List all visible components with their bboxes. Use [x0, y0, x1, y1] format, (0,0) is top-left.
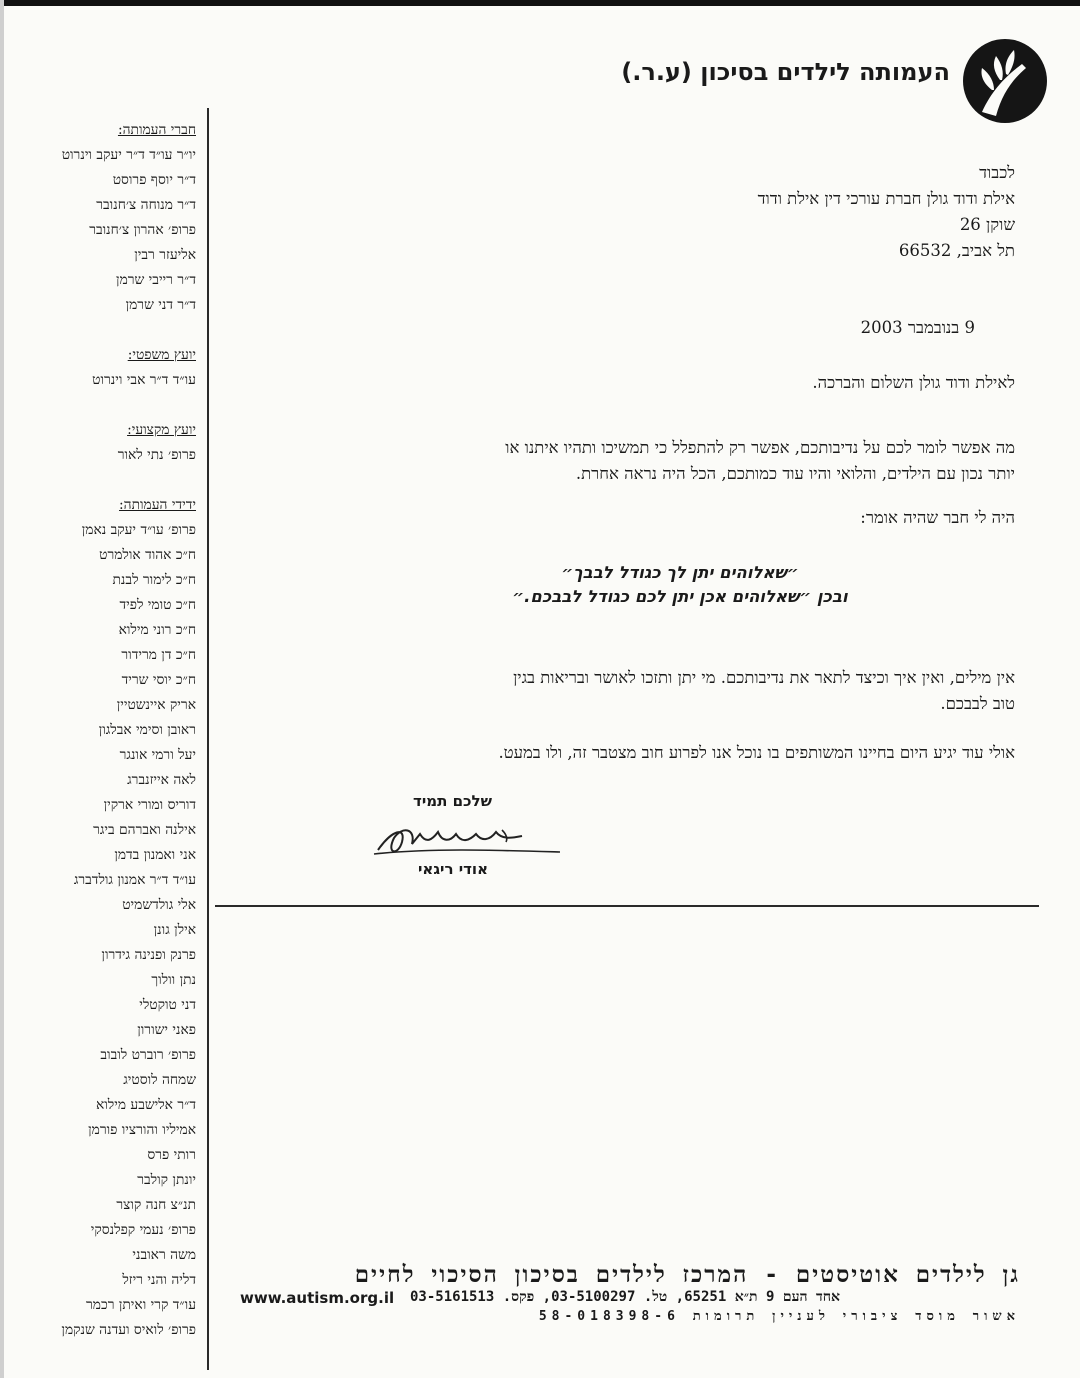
sidebar-item: אני ואמנון בדמן: [114, 847, 196, 863]
sidebar-item: ח״כ דן מרידור: [121, 647, 196, 663]
sidebar-item: אילן גונן: [153, 922, 196, 938]
sidebar-item: עו״ד ד״ר אמנון גולדברג: [73, 872, 196, 888]
sidebar-item: פרנק ופנינה גידרון: [101, 947, 196, 963]
recipient-line: תל אביב, 66532: [898, 241, 1015, 260]
signer-name: אודי ריגאי: [417, 860, 488, 878]
sidebar-item: עו״ד ד״ר אבי וינרוט: [92, 372, 196, 388]
sidebar-item: אלי גולדשמיט: [122, 897, 196, 913]
recipient-block: [360, 160, 1015, 264]
quote-block: [470, 561, 890, 609]
sidebar-item: ח״כ יוסי שריד: [121, 672, 196, 688]
paragraph-line: מה אפשר לומר לכם על נדיבותכם, אפשר רק להתפלל כי תמשיכו ותהיו איתנו או: [505, 438, 1015, 457]
sidebar-item: פרופ׳ אהרון צ׳חנובר: [89, 222, 196, 238]
letter-date: 9 בנובמבר 2003: [860, 318, 975, 337]
sidebar-item: אריק איינשטיין: [116, 697, 196, 713]
sidebar-item: אליעזר רבין: [134, 247, 196, 263]
sidebar-item: יעל ורמי אונגר: [119, 747, 196, 763]
sidebar-item: שמחה לוסטיג: [123, 1072, 196, 1088]
sidebar-item: תנ״צ חנה קוצר: [116, 1197, 196, 1213]
sidebar-heading: חברי העמותה:: [117, 122, 196, 138]
scan-left-edge: [0, 0, 4, 1378]
sidebar-item: דני טוקטלי: [139, 997, 196, 1013]
sidebar-item: אילנה ואברהם ביגר: [93, 822, 196, 838]
sidebar-item: פרופ׳ נתי לאור: [117, 447, 196, 463]
sidebar-item: פרופ׳ עו״ד יעקב נאמן: [81, 522, 196, 538]
paragraph-2: היה לי חבר שהיה אומר:: [860, 508, 1015, 527]
paragraph-4: אולי עוד יגיע היום בחיינו המשותפים בו נוכל אנו לפרוע חוב מצטבר זה, ולו במעט.: [498, 743, 1015, 762]
scan-top-edge: [0, 0, 1080, 6]
sidebar-item: לאה אייזנברג: [127, 772, 196, 788]
recipient-line: לכבוד: [979, 163, 1015, 182]
sidebar-item: עו״ד קרי ואיתן רכמר: [86, 1297, 196, 1313]
sidebar-item: דליה והני ריזל: [122, 1272, 196, 1288]
sidebar-heading: יועץ מקצועי:: [127, 422, 196, 438]
sidebar-item: אמיליו והורציו פורמן: [88, 1122, 196, 1138]
sidebar-item: נתן וולוך: [151, 972, 196, 988]
sidebar-item: רותי פרס: [147, 1147, 196, 1163]
sidebar-divider: [207, 108, 209, 1370]
sidebar-item: פרופ׳ לואיס ועדנה שנקמן: [61, 1322, 196, 1338]
paragraph-3: [360, 665, 1015, 717]
sidebar-heading: יועץ משפטי:: [127, 347, 196, 363]
paragraph-line: אין מילים, ואין איך וכיצד לתאר את נדיבותכם. מי יתן ותזכו לאושר ובריאות בגין: [513, 668, 1015, 687]
sidebar-section-friends: [10, 493, 196, 1343]
footer-approval: אשור מוסד ציבורי לעניין תרומות 58-018398-6: [538, 1309, 1020, 1324]
sidebar-item: ד״ר רייבי שרמן: [116, 272, 196, 288]
sidebar-item: יו״ר עו״ד ד״ר יעקב וינרוט: [61, 147, 196, 163]
footer-title: גן לילדים אוטיסטים - המרכז לילדים בסיכון הסיכוי לחיים: [354, 1262, 1020, 1288]
paragraph-line: טוב לבבכם.: [940, 694, 1015, 713]
organization-logo-icon: [962, 38, 1048, 124]
organization-name: העמותה לילדים בסיכון (ע.ר.): [621, 58, 950, 86]
recipient-line: אילת ודוד גולן חברת עורכי דין אילת ודוד: [757, 189, 1015, 208]
sidebar-item: ח״כ אהוד אולמרט: [99, 547, 196, 563]
sidebar-item: ח״כ לימור לבנת: [112, 572, 196, 588]
sidebar-item: ד״ר אלישבע מילוא: [95, 1097, 196, 1113]
sidebar-item: פרופ׳ רוברט לובוב: [100, 1047, 196, 1063]
quote-line: ובכן ״שאלוהים אכן יתן לכם כגודל לבבכם.״: [512, 587, 848, 606]
sidebar-section-legal-advisor: [10, 343, 196, 393]
sidebar-item: דוריס ומורי ארקין: [103, 797, 196, 813]
footer-website: www.autism.org.il: [240, 1289, 395, 1307]
paragraph-1: [360, 435, 1015, 487]
quote-line: ״שאלוהים יתן לך כגודל לבבך״: [561, 563, 799, 582]
sidebar-item: ד״ר מנוחה צ׳חנובר: [96, 197, 196, 213]
sidebar-member-list: [10, 118, 196, 1343]
sidebar-item: פרופ׳ נעמי קפלנסקי: [90, 1222, 196, 1238]
sidebar-heading: ידידי העמותה:: [119, 497, 196, 513]
sidebar-item: פאני ישורון: [137, 1022, 196, 1038]
letter-greeting: לאילת ודוד גולן השלום והברכה.: [812, 373, 1015, 392]
footer-address: אחד העם 9 ת״א 65251, טל. 03-5100297, פקס. 03-5161513: [410, 1289, 840, 1305]
sidebar-item: ד״ר יוסף פרוסט: [112, 172, 196, 188]
handwritten-signature: [372, 820, 562, 864]
sidebar-item: יונתן קולבר: [137, 1172, 196, 1188]
sidebar-item: ח״כ רוני מילוא: [118, 622, 196, 638]
sidebar-item: ד״ר דני שרמן: [125, 297, 196, 313]
recipient-line: שוקן 26: [959, 215, 1015, 234]
sidebar-section-members: [10, 118, 196, 318]
sidebar-item: ח״כ טומי לפיד: [119, 597, 196, 613]
sidebar-item: משה ראובני: [132, 1247, 196, 1263]
sidebar-item: ראובן וסימי אבלגון: [98, 722, 196, 738]
letter-divider: [215, 905, 1039, 907]
sidebar-section-professional-advisor: [10, 418, 196, 468]
closing: שלכם תמיד: [413, 792, 492, 810]
paragraph-line: יותר נכון עם הילדים, והלואי והיו עוד כמותכם, הכל היה נראה אחרת.: [575, 464, 1015, 483]
